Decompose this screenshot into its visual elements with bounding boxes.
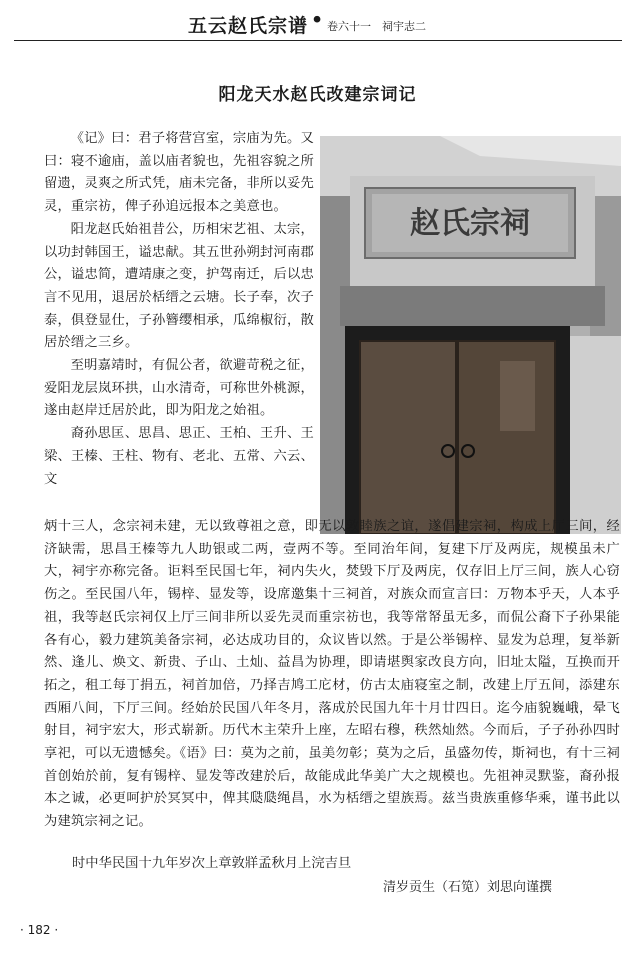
- paragraph-4-start: 裔孙思匡、思昌、思正、王柏、王升、王梁、王榛、王柱、物有、老北、五常、六云、文: [44, 426, 314, 487]
- ancestral-hall-photo: [320, 136, 621, 534]
- page-number: · 182 ·: [20, 923, 59, 937]
- header-separator-dot: •: [311, 9, 324, 31]
- paragraph-3: 至明嘉靖时，有侃公者，欲避苛税之征，爱阳龙层岚环拱，山水清奇，可称世外桃源，遂由赵岸迁居於此，即为阳龙之始祖。: [44, 358, 314, 419]
- volume-chapter-label: 卷六十一 祠宇志二: [327, 20, 426, 33]
- paragraph-1: 《记》曰：君子将营宫室，宗庙为先。又曰：寝不逾庙，盖以庙者貌也，先祖容貌之所留遗，灵爽之所式凭，庙未完备，非所以妥先灵，重宗祊，俾子孙追远报本之美意也。: [44, 131, 314, 215]
- book-title: 五云赵氏宗谱: [188, 15, 309, 37]
- article-body-wrapped: [44, 128, 314, 491]
- ancestral-hall-illustration: [320, 136, 621, 534]
- paragraph-2: 阳龙赵氏始祖昔公，历相宋艺祖、太宗，以功封韩国王，谥忠献。其五世孙朔封河南郡公，谥忠简，遭靖康之变，护驾南迁，后以忠言不见用，退居於栝缙之云塘。长子奉，次子泰，俱登显仕，子孙簪缨相承，瓜绵椒衍，散居於缙之三乡。: [44, 221, 314, 351]
- paragraph-4-continuation: 炳十三人，念宗祠未建，无以致尊祖之意，即无以敦睦族之谊，遂倡建宗祠，构成上厅三间，经济缺需，思昌王榛等九人助银或二两，壹两不等。至同治年间，复建下厅及两庑，规模虽未广大，祠宇亦称完备。讵料至民国七年，祠内失火，焚毁下厅及两庑，仅存旧上厅三间，族人心窃伤之。至民国八年，锡梓、显发等，设席邀集十三祠首，对族众而宣言曰：万物本乎天，人本乎祖，我等赵氏宗祠仅上厅三间非所以妥先灵而重宗祊也，我等常帑虽无多，而侃公裔下子孙果能各有心，毅力建筑美备宗祠，必达成功目的，众议皆以然。于是公举锡梓、显发为总理，复举新然、逢儿、焕文、新贵、子山、土灿、益昌为协理，即请堪舆家改良方向，旧址太隘，互换而开拓之，租工每丁捐五，祠首加倍，乃择吉鸠工庀材，仿古太庙寝室之制，改建上厅五间，添建东西厢八间，下厅三间。经始於民国八年冬月，落成於民国九年十月廿四日。迄今庙貌巍峨，晕飞射目，祠宇宏大，形式崭新。历代木主荣升上座，左昭右穆，秩然灿然。今而后，子子孙孙四时享祀，可以无遗憾矣。《语》曰：莫为之前，虽美勿彰；莫为之后，虽盛勿传，斯祠也，有十三祠首创始於前，复有锡梓、显发等改建於后，故能成此华美广大之规模也。先祖神灵默鉴，裔孙报本之诚，必更呵护於冥冥中，俾其瓞瓞绳昌，水为栝缙之望族焉。兹当贵族重修华乘，谨书此以为建筑宗祠之记。: [44, 519, 620, 830]
- date-line: 时中华民国十九年岁次上章敦牂孟秋月上浣吉旦: [72, 856, 352, 871]
- article-title: 阳龙天水赵氏改建宗词记: [218, 85, 417, 105]
- plaque-text: 赵氏宗祠: [410, 206, 530, 241]
- page-header: [0, 0, 635, 45]
- header-rule: [14, 40, 622, 41]
- author-signature: 清岁贡生（石笕）刘思向谨撰: [383, 880, 553, 895]
